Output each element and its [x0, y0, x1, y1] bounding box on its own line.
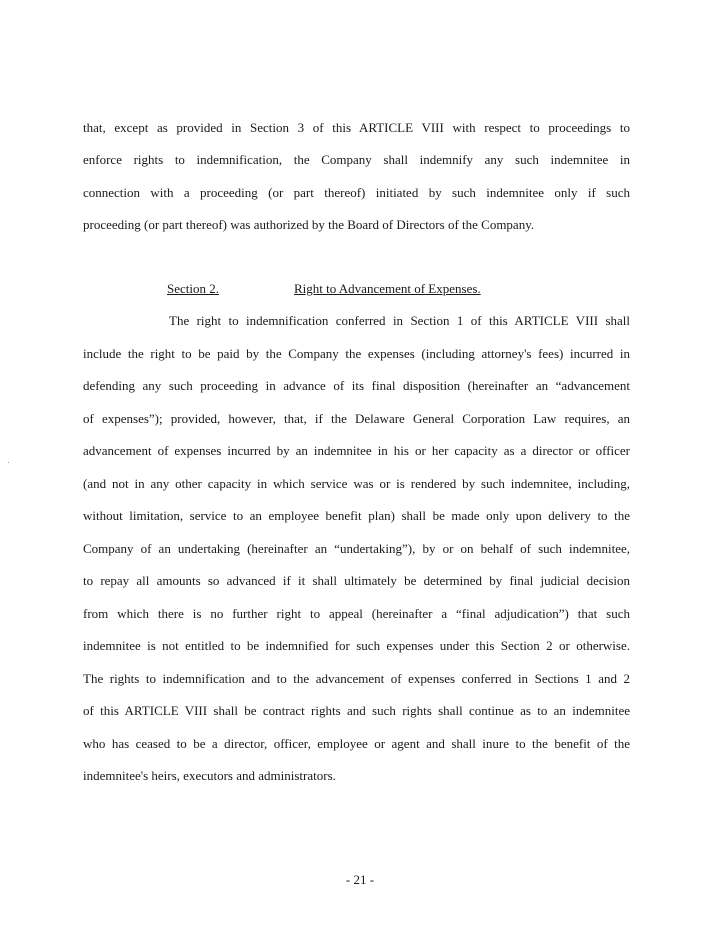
text-line: enforce rights to indemnification, the Company shall indemnify any such indemnitee in — [83, 152, 630, 167]
text-line: defending any such proceeding in advance of its final disposition (hereinafter an “advancement — [83, 378, 630, 393]
text-line: include the right to be paid by the Company the expenses (including attorney's fees) incurred in — [83, 346, 630, 361]
page-number: - 21 - — [345, 872, 375, 887]
text-line: who has ceased to be a director, officer, employee or agent and shall inure to the benefit of the — [83, 736, 630, 751]
text-line: proceeding (or part thereof) was authorized by the Board of Directors of the Company. — [83, 217, 535, 232]
text-line: indemnitee's heirs, executors and administrators. — [83, 768, 336, 783]
text-line: of this ARTICLE VIII shall be contract rights and such rights shall continue as to an indemnitee — [83, 703, 630, 718]
text-line: of expenses”); provided, however, that, if the Delaware General Corporation Law requires, an — [83, 411, 630, 426]
text-line: without limitation, service to an employee benefit plan) shall be made only upon delivery to the — [83, 508, 630, 523]
text-line: advancement of expenses incurred by an indemnitee in his or her capacity as a director or officer — [83, 443, 630, 458]
text-line: The rights to indemnification and to the advancement of expenses conferred in Sections 1 and 2 — [83, 671, 630, 686]
text-line: (and not in any other capacity in which service was or is rendered by such indemnitee, including, — [83, 476, 630, 491]
text-line: The right to indemnification conferred in Section 1 of this ARTICLE VIII shall — [169, 313, 630, 328]
text-line: to repay all amounts so advanced if it shall ultimately be determined by final judicial decision — [83, 573, 630, 588]
text-line: that, except as provided in Section 3 of this ARTICLE VIII with respect to proceedings to — [83, 120, 630, 135]
text-line: from which there is no further right to appeal (hereinafter a “final adjudication”) that such — [83, 606, 630, 621]
text-line: connection with a proceeding (or part thereof) initiated by such indemnitee only if such — [83, 185, 630, 200]
scan-speck — [8, 462, 9, 463]
text-line: Company of an undertaking (hereinafter an “undertaking”), by or on behalf of such indemnitee, — [83, 541, 630, 556]
section-title: Right to Advancement of Expenses. — [294, 281, 481, 296]
section-number: Section 2. — [167, 281, 219, 296]
text-line: indemnitee is not entitled to be indemnified for such expenses under this Section 2 or otherwise. — [83, 638, 630, 653]
